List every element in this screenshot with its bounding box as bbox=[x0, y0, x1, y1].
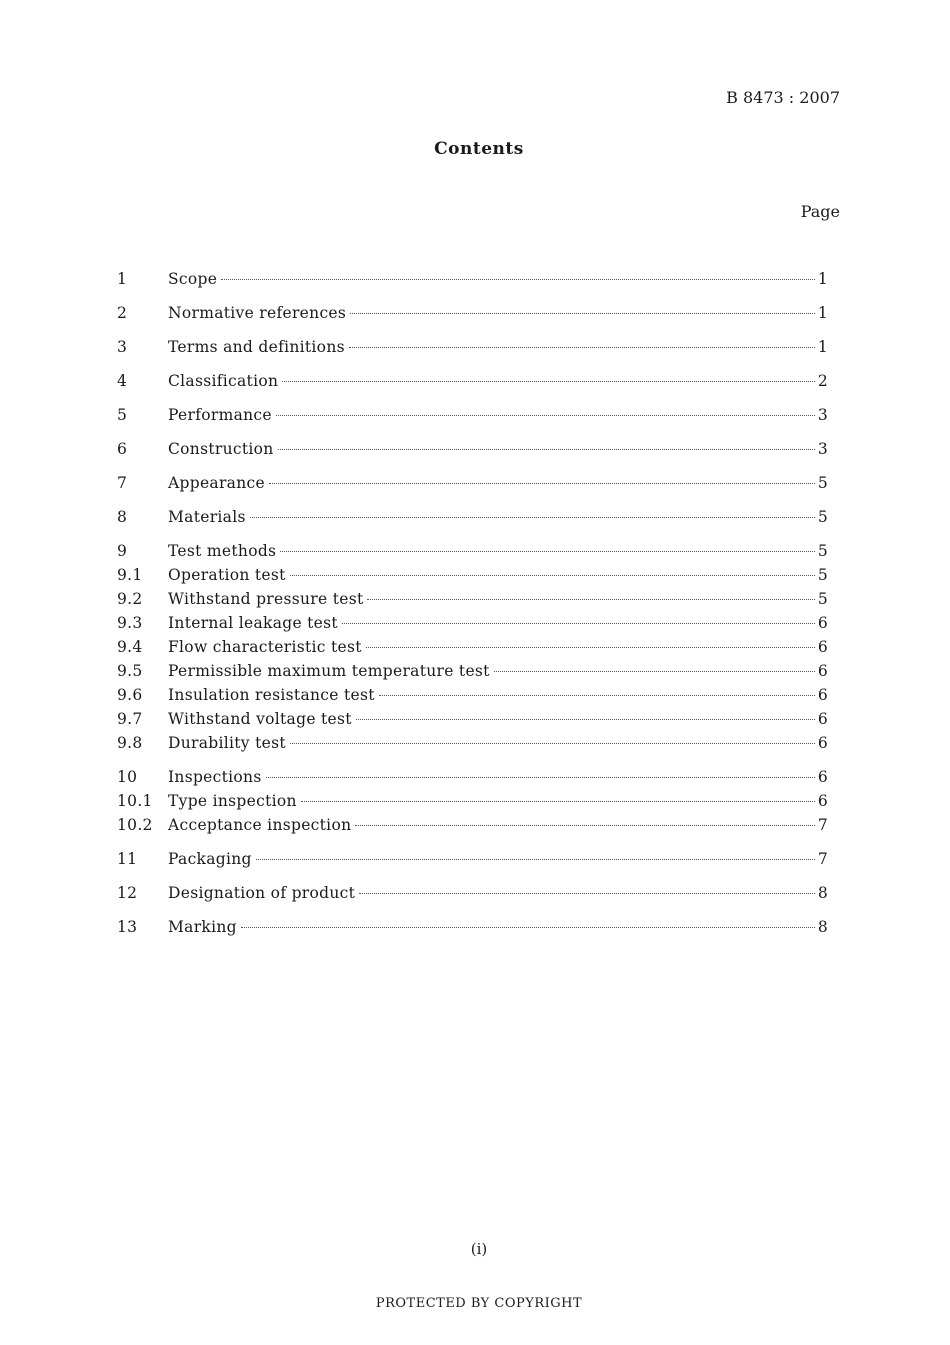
toc-entry-title: Designation of product bbox=[168, 884, 356, 902]
toc-entry-number: 9.8 bbox=[117, 734, 143, 752]
toc-dot-leader bbox=[359, 893, 815, 894]
toc-dot-leader bbox=[342, 623, 815, 624]
toc-entry-page: 6 bbox=[817, 768, 828, 786]
toc-entry-title: Insulation resistance test bbox=[168, 686, 375, 704]
toc-entry bbox=[117, 474, 828, 498]
toc-entry-number: 6 bbox=[117, 440, 128, 458]
toc-entry-number: 9.6 bbox=[117, 686, 143, 704]
toc-entry-page: 5 bbox=[817, 566, 828, 584]
toc-entry-title: Construction bbox=[168, 440, 274, 458]
toc-dot-leader bbox=[278, 449, 815, 450]
toc-entry-page: 1 bbox=[817, 270, 828, 288]
toc-dot-leader bbox=[301, 801, 815, 802]
toc-dot-leader bbox=[494, 671, 815, 672]
toc-entry bbox=[117, 440, 828, 464]
toc-entry bbox=[117, 710, 828, 734]
toc-entry-title: Packaging bbox=[168, 850, 252, 868]
toc-entry bbox=[117, 638, 828, 662]
toc-entry-page: 6 bbox=[817, 710, 828, 728]
toc-entry bbox=[117, 372, 828, 396]
toc-entry-page: 1 bbox=[817, 338, 828, 356]
table-of-contents bbox=[117, 270, 828, 942]
toc-entry-page: 7 bbox=[817, 850, 828, 868]
toc-entry-page: 2 bbox=[817, 372, 828, 390]
toc-dot-leader bbox=[349, 347, 815, 348]
toc-entry-number: 9.5 bbox=[117, 662, 143, 680]
toc-entry-number: 7 bbox=[117, 474, 128, 492]
toc-entry-number: 9 bbox=[117, 542, 128, 560]
toc-entry-page: 3 bbox=[817, 440, 828, 458]
toc-entry-number: 4 bbox=[117, 372, 128, 390]
page-column-label: Page bbox=[800, 202, 840, 221]
toc-entry-page: 6 bbox=[817, 734, 828, 752]
toc-entry-page: 6 bbox=[817, 686, 828, 704]
toc-dot-leader bbox=[250, 517, 815, 518]
toc-entry-number: 11 bbox=[117, 850, 138, 868]
toc-entry-page: 6 bbox=[817, 614, 828, 632]
toc-dot-leader bbox=[276, 415, 815, 416]
toc-dot-leader bbox=[356, 719, 815, 720]
toc-entry bbox=[117, 686, 828, 710]
toc-dot-leader bbox=[290, 575, 815, 576]
toc-entry-number: 8 bbox=[117, 508, 128, 526]
toc-entry-number: 13 bbox=[117, 918, 138, 936]
toc-entry-page: 5 bbox=[817, 590, 828, 608]
toc-entry-page: 1 bbox=[817, 304, 828, 322]
toc-entry bbox=[117, 566, 828, 590]
toc-entry-title: Acceptance inspection bbox=[168, 816, 352, 834]
toc-dot-leader bbox=[269, 483, 815, 484]
toc-entry-title: Withstand voltage test bbox=[168, 710, 352, 728]
toc-dot-leader bbox=[366, 647, 815, 648]
toc-entry bbox=[117, 304, 828, 328]
toc-entry bbox=[117, 590, 828, 614]
toc-dot-leader bbox=[355, 825, 814, 826]
toc-entry bbox=[117, 508, 828, 532]
toc-entry-number: 9.3 bbox=[117, 614, 143, 632]
toc-entry bbox=[117, 662, 828, 686]
toc-entry-page: 6 bbox=[817, 638, 828, 656]
toc-entry bbox=[117, 542, 828, 566]
toc-dot-leader bbox=[256, 859, 815, 860]
toc-entry bbox=[117, 768, 828, 792]
toc-entry-page: 6 bbox=[817, 792, 828, 810]
toc-entry bbox=[117, 734, 828, 758]
toc-entry bbox=[117, 338, 828, 362]
toc-entry-number: 10 bbox=[117, 768, 138, 786]
toc-entry bbox=[117, 850, 828, 874]
toc-entry-number: 2 bbox=[117, 304, 128, 322]
toc-entry-number: 9.2 bbox=[117, 590, 143, 608]
toc-entry-number: 3 bbox=[117, 338, 128, 356]
toc-entry-number: 10.1 bbox=[117, 792, 153, 810]
toc-entry-title: Internal leakage test bbox=[168, 614, 338, 632]
toc-entry-title: Permissible maximum temperature test bbox=[168, 662, 490, 680]
toc-dot-leader bbox=[241, 927, 815, 928]
toc-entry-number: 9.4 bbox=[117, 638, 143, 656]
toc-entry bbox=[117, 884, 828, 908]
toc-entry bbox=[117, 406, 828, 430]
toc-entry-number: 12 bbox=[117, 884, 138, 902]
page-title: Contents bbox=[434, 139, 524, 159]
copyright-notice: PROTECTED BY COPYRIGHT bbox=[375, 1296, 583, 1311]
toc-entry bbox=[117, 270, 828, 294]
toc-entry-page: 6 bbox=[817, 662, 828, 680]
toc-entry bbox=[117, 816, 828, 840]
toc-entry-title: Withstand pressure test bbox=[168, 590, 364, 608]
toc-entry-title: Operation test bbox=[168, 566, 286, 584]
toc-entry-title: Durability test bbox=[168, 734, 286, 752]
toc-entry-title: Appearance bbox=[168, 474, 265, 492]
toc-entry-page: 5 bbox=[817, 508, 828, 526]
toc-entry-title: Type inspection bbox=[168, 792, 297, 810]
toc-entry-title: Inspections bbox=[168, 768, 262, 786]
toc-entry-title: Performance bbox=[168, 406, 272, 424]
toc-dot-leader bbox=[280, 551, 815, 552]
toc-entry-title: Normative references bbox=[168, 304, 347, 322]
toc-entry-number: 9.1 bbox=[117, 566, 143, 584]
page-folio: (i) bbox=[470, 1240, 488, 1258]
toc-entry-page: 8 bbox=[817, 884, 828, 902]
toc-entry-title: Test methods bbox=[168, 542, 277, 560]
toc-entry-title: Terms and definitions bbox=[168, 338, 345, 356]
toc-dot-leader bbox=[221, 279, 815, 280]
toc-entry-title: Materials bbox=[168, 508, 246, 526]
document-id: B 8473 : 2007 bbox=[726, 88, 840, 107]
toc-dot-leader bbox=[367, 599, 814, 600]
toc-entry-number: 5 bbox=[117, 406, 128, 424]
toc-entry bbox=[117, 918, 828, 942]
toc-dot-leader bbox=[350, 313, 815, 314]
toc-dot-leader bbox=[266, 777, 815, 778]
toc-entry-title: Flow characteristic test bbox=[168, 638, 362, 656]
toc-entry-page: 8 bbox=[817, 918, 828, 936]
toc-entry-title: Classification bbox=[168, 372, 279, 390]
toc-entry-page: 5 bbox=[817, 474, 828, 492]
toc-entry-page: 3 bbox=[817, 406, 828, 424]
toc-entry-page: 7 bbox=[817, 816, 828, 834]
toc-entry-title: Scope bbox=[168, 270, 218, 288]
toc-entry-title: Marking bbox=[168, 918, 237, 936]
toc-entry bbox=[117, 614, 828, 638]
toc-entry-number: 10.2 bbox=[117, 816, 153, 834]
toc-entry-page: 5 bbox=[817, 542, 828, 560]
toc-entry-number: 1 bbox=[117, 270, 128, 288]
toc-dot-leader bbox=[379, 695, 815, 696]
toc-dot-leader bbox=[282, 381, 815, 382]
toc-dot-leader bbox=[290, 743, 815, 744]
toc-entry-number: 9.7 bbox=[117, 710, 143, 728]
toc-entry bbox=[117, 792, 828, 816]
